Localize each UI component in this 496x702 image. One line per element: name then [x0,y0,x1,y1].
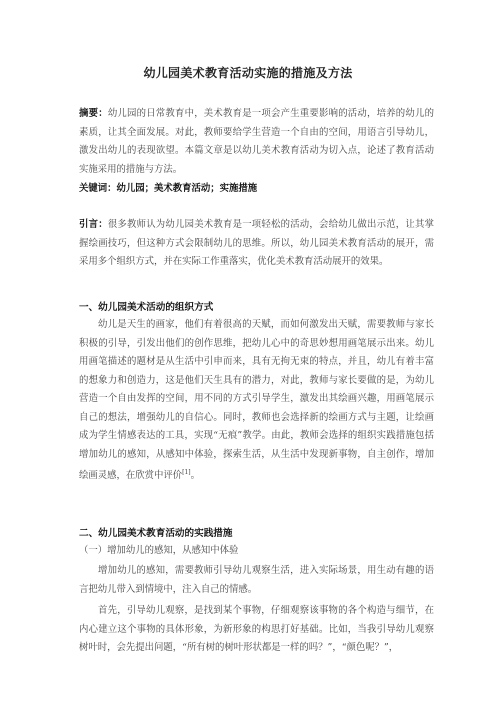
intro-text: 很多教师认为幼儿园美术教育是一项轻松的活动，会给幼儿做出示范，让其掌握绘画技巧，但这种方式会限制幼儿的思维。所以，幼儿园美术教育活动的展开，需采用多个组织方式，并在实际工作重落实，优化美术教育活动展开的效果。 [79,219,434,267]
abstract-label: 摘要： [79,108,108,119]
abstract-paragraph [79,105,434,179]
section2-paragraph-1: 增加幼儿的感知，需要教师引导幼儿观察生活，进入实际场景，用生动有趣的语言把幼儿带入到情境中，注入自己的情感。 [79,565,434,595]
keywords-label: 关键词： [79,183,117,194]
section1-citation: [1] [182,469,191,476]
section1-end: 。 [190,470,201,482]
keywords-text: 幼儿园；美术教育活动；实施措施 [116,183,258,194]
section1-text: 幼儿是天生的画家，他们有着很高的天赋，而如何激发出天赋，需要教师与家长积极的引导，引发出他们的创作思维，把幼儿心中的奇思妙想用画笔展示出来。幼儿用画笔描述的题材是从生活中引申而来，具有无拘无束的特点，并且，幼儿有着丰富的想象力和创造力，这是他们天生具有的潜力，对此，教师与家长要做的是，为幼儿营造一个自由发挥的空间，用不同的方式引导学生，激发出其绘画兴趣，用画笔展示自己的想法，增强幼儿的自信心。同时，教师也会选择新的绘画方式与主题，让绘画成为学生情感表达的工具，实现“无痕”教学。由此，教师会选择的组织实践措施包括增加幼儿的感知，从感知中体验，探索生活，从生活中发现新事物，自主创作，增加绘画灵感，在欣赏中评价 [79,319,434,482]
section1-paragraph [79,316,434,486]
section2-subheading-1: （一）增加幼儿的感知，从感知中体验 [79,545,239,556]
page-title: 幼儿园美术教育活动实施的措施及方法 [143,66,353,80]
abstract-text: 幼儿园的日常教育中，美术教育是一项会产生重要影响的活动，培养的幼儿的素质，让其全面发展。对此，教师要给学生营造一个自由的空间，用语言引导幼儿，激发出幼儿的表现欲望。本篇文章是以幼儿美术教育活动为切入点，论述了教育活动实施采用的措施与方法。 [79,108,434,175]
section2-paragraph-2: 首先，引导幼儿观察，是找到某个事物，仔细观察该事物的各个构造与细节，在内心建立这个事物的具体形象，为新形象的构思打好基础。比如，当我引导幼儿观察树叶时，会先提出问题，“所有树的树叶形状都是一样的吗？”，“颜色呢？”， [79,605,434,653]
section1-heading: 一、幼儿园美术活动的组织方式 [79,302,214,313]
intro-label: 引言： [79,219,108,230]
section2-heading: 二、幼儿园美术教育活动的实践措施 [79,528,233,539]
keywords-paragraph [79,180,434,199]
intro-paragraph [79,216,434,272]
